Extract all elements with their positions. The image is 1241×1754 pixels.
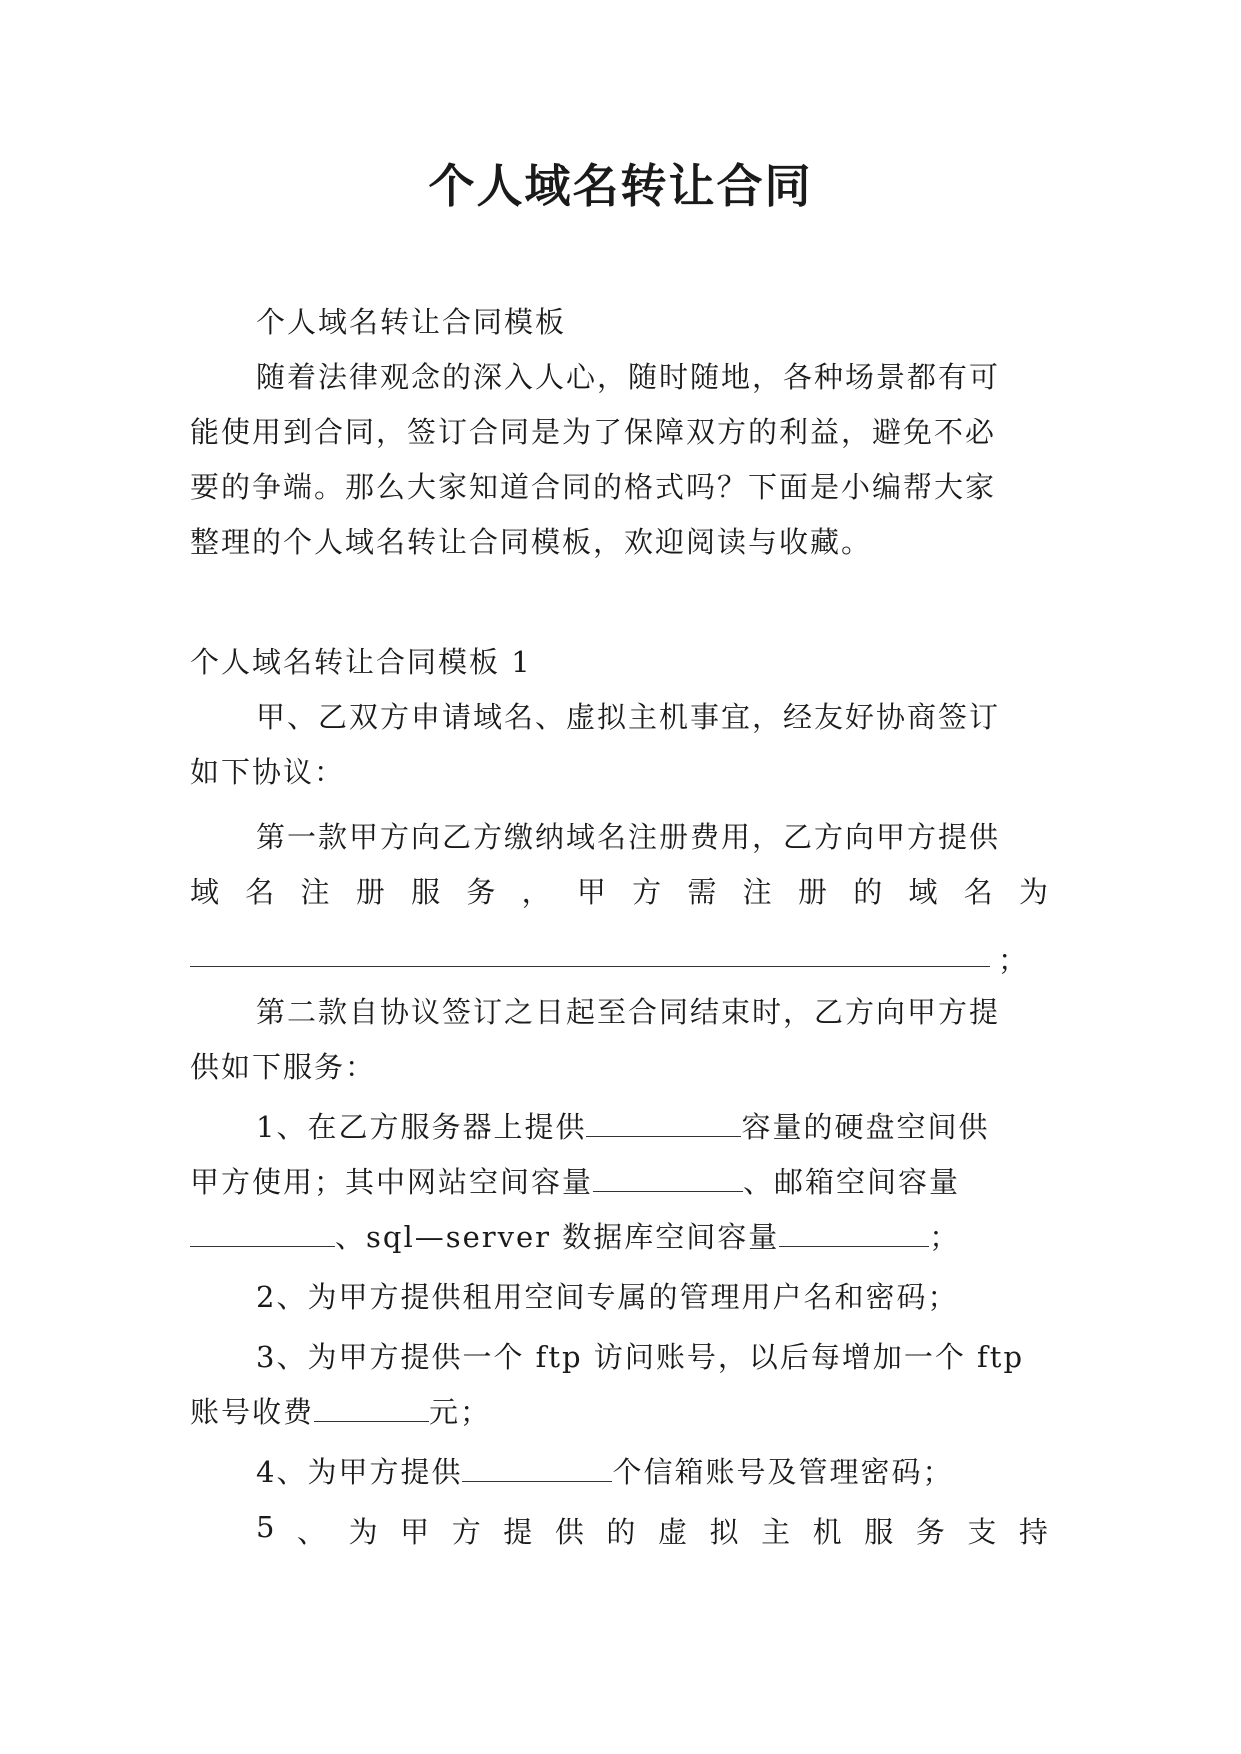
- clause1-char: 为: [1018, 875, 1050, 909]
- item5-char: 支: [967, 1515, 999, 1549]
- intro-line: 整理的个人域名转让合同模板，欢迎阅读与收藏。: [190, 525, 873, 559]
- clause1-end: ；: [998, 943, 1028, 977]
- item1-line3: [190, 1215, 1050, 1256]
- item5-char: 务: [915, 1515, 947, 1549]
- clause1-char: 服: [411, 875, 443, 909]
- item1-text: ；: [929, 1220, 961, 1254]
- document-title: 个人域名转让合同: [428, 159, 813, 213]
- item5-char: 服: [864, 1515, 896, 1549]
- blank-underline: [190, 1220, 335, 1247]
- clause1-char: 册: [355, 875, 387, 909]
- intro-line: 要的争端。那么大家知道合同的格式吗？下面是小编帮大家: [190, 470, 997, 504]
- item1-text: 1、在乙方服务器上提供: [256, 1110, 587, 1144]
- clause1-char: 名: [245, 875, 277, 909]
- paragraph-line: 甲、乙双方申请域名、虚拟主机事宜，经友好协商签订: [256, 700, 1001, 734]
- item5-char: 的: [606, 1515, 638, 1549]
- document-subtitle: 个人域名转让合同模板: [256, 305, 567, 339]
- clause1-char: 名: [963, 875, 995, 909]
- item5-char: 主: [761, 1515, 793, 1549]
- clause1-justified-line: [190, 870, 1050, 911]
- clause1-line: 第一款甲方向乙方缴纳域名注册费用，乙方向甲方提供: [256, 820, 1001, 854]
- item3-text: 账号收费: [190, 1395, 315, 1429]
- blank-underline: [586, 1110, 741, 1137]
- clause1-char: 需: [687, 875, 719, 909]
- item5-char: 虚: [657, 1515, 689, 1549]
- item1-text: 、sql—server 数据库空间容量: [335, 1220, 780, 1254]
- intro-line: 随着法律观念的深入人心，随时随地，各种场景都有可: [256, 360, 1001, 394]
- item4-line: [256, 1450, 1050, 1491]
- item5-char: 机: [812, 1515, 844, 1549]
- item1-text: 、邮箱空间容量: [743, 1165, 961, 1199]
- paragraph-line: 如下协议：: [190, 755, 346, 789]
- item1-line2: [190, 1160, 1050, 1201]
- clause1-char: ，: [521, 875, 553, 909]
- clause2-line: 第二款自协议签订之日起至合同结束时，乙方向甲方提: [256, 995, 1001, 1029]
- item1-text: 甲方使用；其中网站空间容量: [190, 1165, 594, 1199]
- item5-char: 5: [256, 1510, 277, 1544]
- item4-text: 4、为甲方提供: [256, 1455, 463, 1489]
- blank-underline: [314, 1395, 429, 1422]
- blank-underline: [779, 1220, 929, 1247]
- clause1-char: 甲: [576, 875, 608, 909]
- item1-line1: [256, 1105, 1050, 1146]
- item5-char: 供: [554, 1515, 586, 1549]
- intro-line: 能使用到合同，签订合同是为了保障双方的利益，避免不必: [190, 415, 997, 449]
- clause1-char: 的: [853, 875, 885, 909]
- clause1-char: 务: [466, 875, 498, 909]
- clause2-line: 供如下服务：: [190, 1050, 377, 1084]
- clause1-char: 注: [742, 875, 774, 909]
- blank-underline: [462, 1455, 612, 1482]
- item5-char: 、: [297, 1515, 329, 1549]
- item5-char: 提: [503, 1515, 535, 1549]
- clause1-char: 域: [190, 875, 222, 909]
- item2-line: 2、为甲方提供租用空间专属的管理用户名和密码；: [256, 1280, 959, 1314]
- clause1-char: 注: [300, 875, 332, 909]
- item5-char: 拟: [709, 1515, 741, 1549]
- section-heading: 个人域名转让合同模板 1: [190, 645, 532, 679]
- item5-char: 为: [348, 1515, 380, 1549]
- domain-blank-underline: [190, 966, 990, 967]
- item4-text: 个信箱账号及管理密码；: [612, 1455, 954, 1489]
- clause1-char: 册: [797, 875, 829, 909]
- item3-line2: [190, 1390, 1050, 1431]
- item5-char: 持: [1018, 1515, 1050, 1549]
- clause1-char: 方: [632, 875, 664, 909]
- item3-line1: 3、为甲方提供一个 ftp 访问账号，以后每增加一个 ftp: [256, 1340, 1025, 1374]
- item1-text: 容量的硬盘空间供: [741, 1110, 990, 1144]
- item5-justified-line: [256, 1510, 1050, 1551]
- item5-char: 甲: [400, 1515, 432, 1549]
- item3-text: 元；: [429, 1395, 492, 1429]
- blank-underline: [593, 1165, 743, 1192]
- clause1-char: 域: [908, 875, 940, 909]
- item5-char: 方: [451, 1515, 483, 1549]
